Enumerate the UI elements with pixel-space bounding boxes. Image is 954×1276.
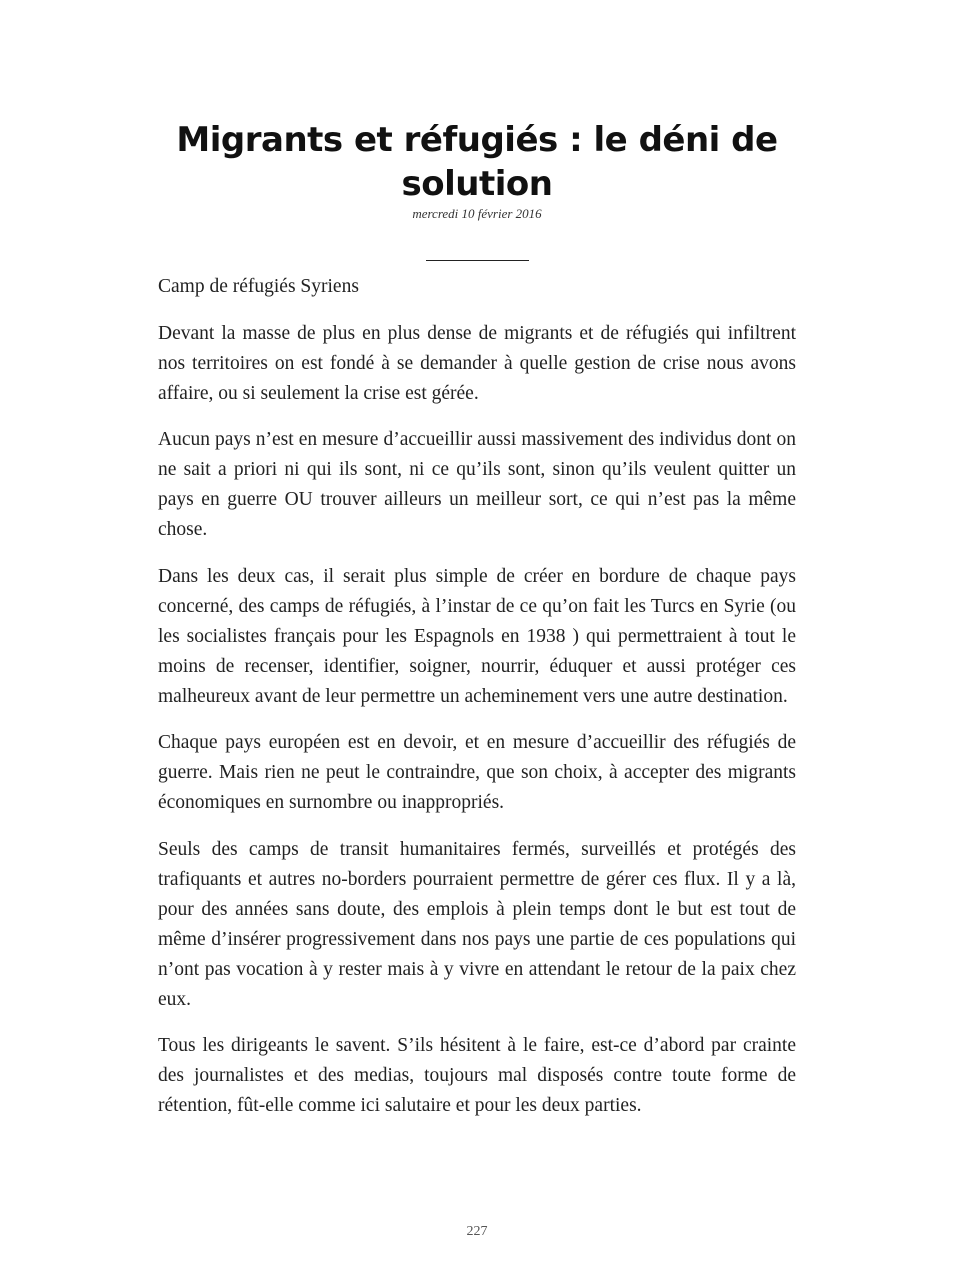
paragraph-2: Aucun pays n’est en mesure d’accueillir aussi massivement des individus dont on ne sait a priori ni qui ils sont, ni ce qu’ils sont, sinon qu’ils veulent quitter un pays en guerre OU trouver ailleurs un meilleur sort, ce qui n’est pas la même chose. <box>158 429 796 540</box>
paragraph-1: Devant la masse de plus en plus dense de migrants et de réfugiés qui infiltrent nos territoires on est fondé à se demander à quelle gestion de crise nous avons affaire, ou si seulement la crise est gérée. <box>158 322 796 404</box>
article-title: Migrants et réfugiés : le déni de solution <box>176 120 778 204</box>
article-date: mercredi 10 février 2016 <box>412 206 542 221</box>
paragraph-4: Chaque pays européen est en devoir, et en mesure d’accueillir des réfugiés de guerre. Mais rien ne peut le contraindre, que son choix, à accepter des migrants économiques en surnombre ou inappropriés. <box>158 732 796 813</box>
title-separator <box>426 260 529 261</box>
page-number: 227 <box>466 1224 488 1239</box>
paragraph-3: Dans les deux cas, il serait plus simple de créer en bordure de chaque pays concerné, des camps de réfugiés, à l’instar de ce qu’on fait les Turcs en Syrie (ou les socialistes français pour les Espagnols en 1938 ) qui permettraient à tout le moins de recenser, identifier, soigner, nourrir, éduquer et aussi protéger ces malheureux avant de leur permettre un acheminement vers une autre destination. <box>158 565 796 707</box>
paragraph-6: Tous les dirigeants le savent. S’ils hésitent à le faire, est-ce d’abord par crainte des journalistes et des medias, toujours mal disposés contre toute forme de rétention, fût-elle comme ici salutaire et pour les deux parties. <box>158 1035 796 1116</box>
paragraph-5: Seuls des camps de transit humanitaires fermés, surveillés et protégés des trafiquants et autres no-borders pourraient permettre de gérer ces flux. Il y a là, pour des années sans doute, des emplois à plein temps dont le but est tout de même d’insérer progressivement dans nos pays une partie de ces populations qui n’ont pas vocation à y rester mais à y vivre en attendant le retour de la paix chez eux. <box>158 838 796 1010</box>
article-body <box>158 272 796 1138</box>
image-caption: Camp de réfugiés Syriens <box>158 276 359 297</box>
